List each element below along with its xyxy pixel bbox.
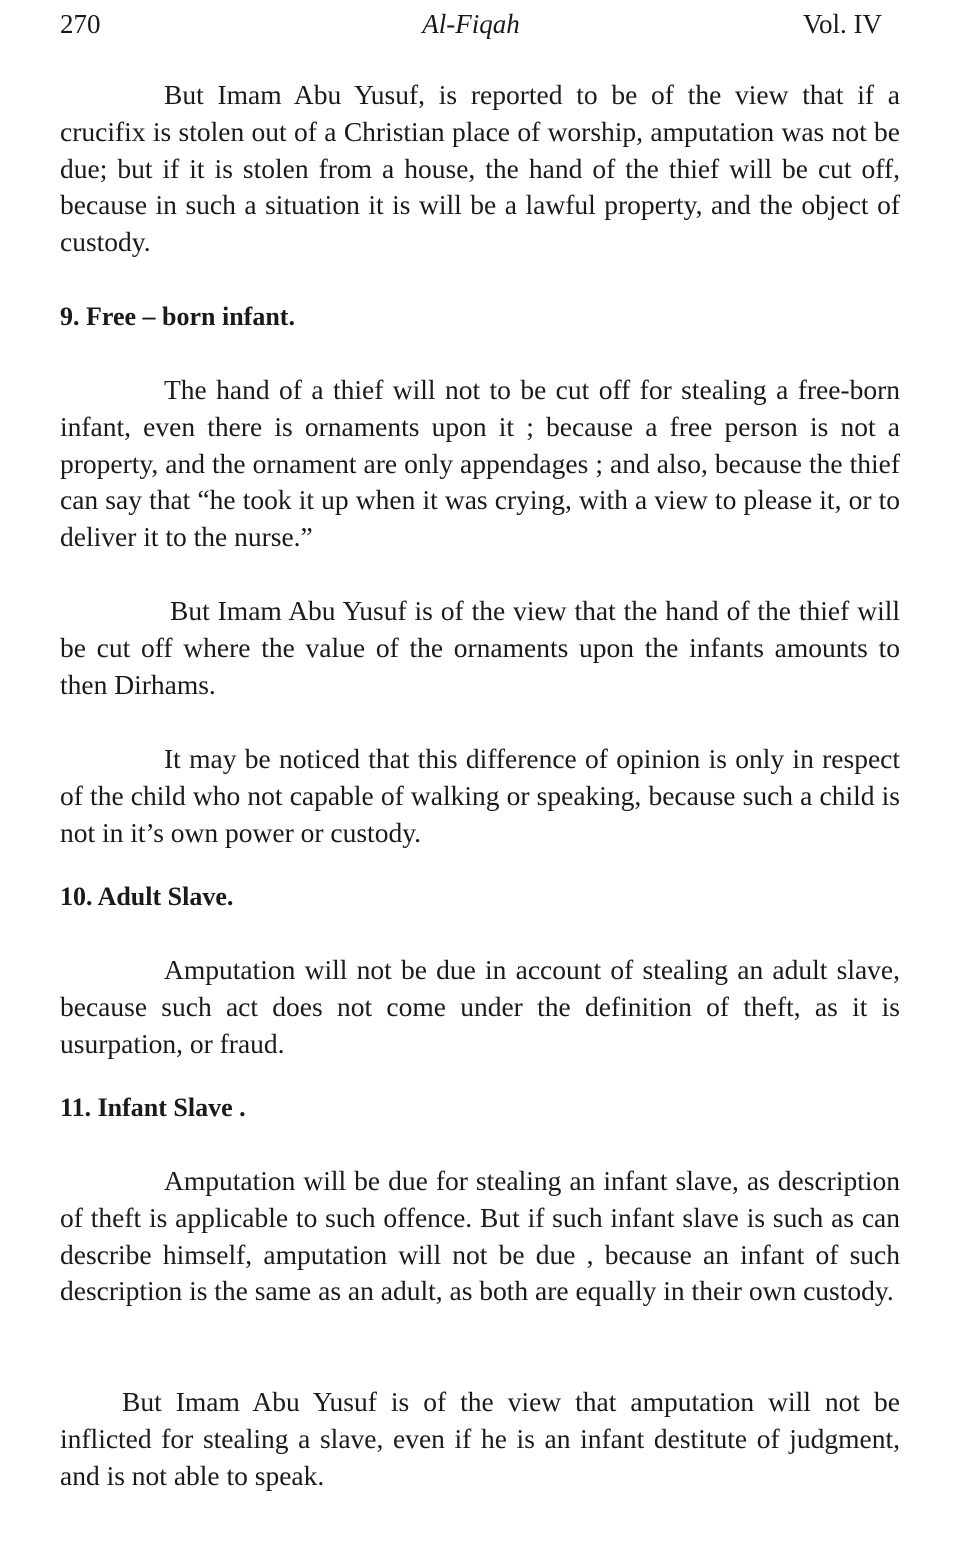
paragraph-abu-yusuf-crucifix: But Imam Abu Yusuf, is reported to be of the view that if a crucifix is stolen out of a Christian place of worship, amputation was not be due; but if it is stolen from a house, the hand of the thief will be cut off, because in such a situation it is will be a lawful property, and the object of custody. xyxy=(60,79,900,258)
paragraph-infant-slave: Amputation will be due for stealing an infant slave, as description of theft is applicable to such offence. But if such infant slave is such as can describe himself, amputation will not be due , because an infant of such description is the same as an adult, as both are equally in their own custody. xyxy=(60,1165,900,1307)
paragraph-difference-of-opinion: It may be noticed that this difference of opinion is only in respect of the child who not capable of walking or speaking, because such a child is not in it’s own power or custody. xyxy=(60,743,900,848)
volume-label: Vol. IV xyxy=(802,9,882,39)
paragraph-abu-yusuf-ornaments: But Imam Abu Yusuf is of the view that the hand of the thief will be cut off where the value of the ornaments upon the infants amounts to then Dirhams. xyxy=(60,595,900,700)
section-heading-infant-slave: 11. Infant Slave . xyxy=(60,1093,246,1122)
section-heading-adult-slave: 10. Adult Slave. xyxy=(60,882,234,911)
running-header xyxy=(60,4,882,44)
paragraph-free-born-infant: The hand of a thief will not to be cut off for stealing a free-born infant, even there is ornaments upon it ; because a free person is not a property, and the ornament are only appendages ; and also, because the thief can say that “he took it up when it was crying, with a view to please it, or to deliver it to the nurse.” xyxy=(60,374,900,553)
paragraph-abu-yusuf-slave: But Imam Abu Yusuf is of the view that amputation will not be inflicted for stealing a slave, even if he is an infant destitute of judgment, and is not able to speak. xyxy=(60,1386,900,1491)
book-title: Al-Fiqah xyxy=(422,9,520,39)
section-heading-free-born-infant: 9. Free – born infant. xyxy=(60,302,295,331)
paragraph-adult-slave: Amputation will not be due in account of stealing an adult slave, because such act does not come under the definition of theft, as it is usurpation, or fraud. xyxy=(60,954,900,1059)
page-number: 270 xyxy=(60,9,101,39)
